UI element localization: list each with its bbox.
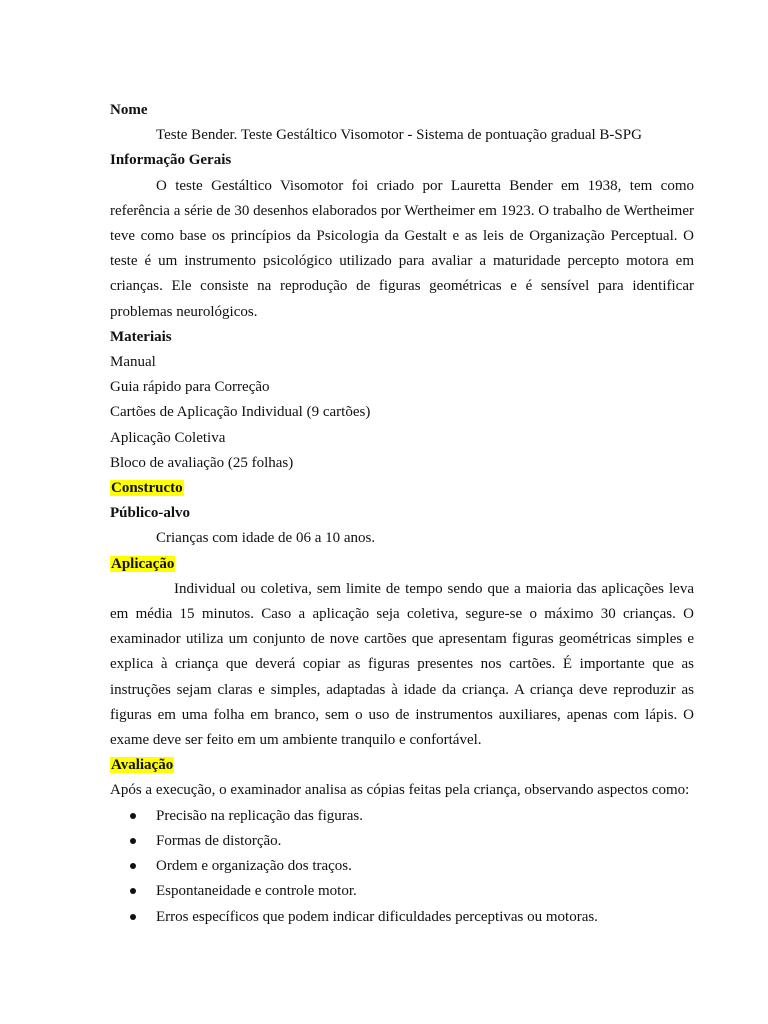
bullet-icon xyxy=(130,888,136,894)
materiais-item: Cartões de Aplicação Individual (9 cartões) xyxy=(110,404,371,421)
section-heading-avaliacao: Avaliação xyxy=(111,757,174,774)
section-heading-publico: Público-alvo xyxy=(110,505,191,522)
materiais-item: Aplicação Coletiva xyxy=(110,429,226,446)
materiais-item: Bloco de avaliação (25 folhas) xyxy=(110,454,294,471)
bullet-icon xyxy=(130,863,136,869)
publico-text: Crianças com idade de 06 a 10 anos. xyxy=(156,530,376,547)
materiais-item: Manual xyxy=(110,354,156,371)
bullet-icon xyxy=(130,838,136,844)
informacao-paragraph: O teste Gestáltico Visomotor foi criado por Lauretta Bender em 1938, tem como referência a série de 30 desenhos elaborados por Wertheimer em 1923. O trabalho de Wertheimer teve como base os princípios da Psicologia da Gestalt e as leis de Organização Perceptual. O teste é um instrumento psicológico utilizado para avaliar a maturidade percepto motora em crianças. Ele consiste na reprodução de figuras geométricas e é sensível para identificar problemas neurológicos. xyxy=(110,177,694,320)
section-heading-informacao: Informação Gerais xyxy=(110,152,232,169)
section-heading-materiais: Materiais xyxy=(110,328,172,345)
list-item: Formas de distorção. xyxy=(110,829,694,854)
avaliacao-paragraph: Após a execução, o examinador analisa as cópias feitas pela criança, observando aspectos como: xyxy=(110,782,690,799)
section-heading-aplicacao: Aplicação xyxy=(111,555,175,572)
materiais-item: Guia rápido para Correção xyxy=(110,379,270,396)
section-heading-constructo: Constructo xyxy=(111,480,183,497)
list-item: Precisão na replicação das figuras. xyxy=(110,804,694,829)
nome-text: Teste Bender. Teste Gestáltico Visomotor - Sistema de pontuação gradual B-SPG xyxy=(156,127,642,144)
aplicacao-paragraph: Individual ou coletiva, sem limite de tempo sendo que a maioria das aplicações leva em média 15 minutos. Caso a aplicação seja coletiva, segure-se o máximo 30 crianças. O examinador utiliza um conjunto de nove cartões que apresentam figuras geométricas simples e explica à criança que deverá copiar as figuras presentes nos cartões. É importante que as instruções sejam claras e simples, adaptadas à idade da criança. A criança deve reproduzir as figuras em uma folha em branco, sem o uso de instrumentos auxiliares, apenas com lápis. O exame deve ser feito em um ambiente tranquilo e confortável. xyxy=(110,580,694,749)
list-item: Erros específicos que podem indicar dificuldades perceptivas ou motoras. xyxy=(110,905,694,930)
avaliacao-bullet-list xyxy=(110,804,694,930)
bullet-icon xyxy=(130,914,136,920)
bullet-icon xyxy=(130,813,136,819)
list-item: Espontaneidade e controle motor. xyxy=(110,879,694,904)
list-item: Ordem e organização dos traços. xyxy=(110,854,694,879)
section-heading-nome: Nome xyxy=(110,102,148,118)
document-body xyxy=(110,98,694,930)
